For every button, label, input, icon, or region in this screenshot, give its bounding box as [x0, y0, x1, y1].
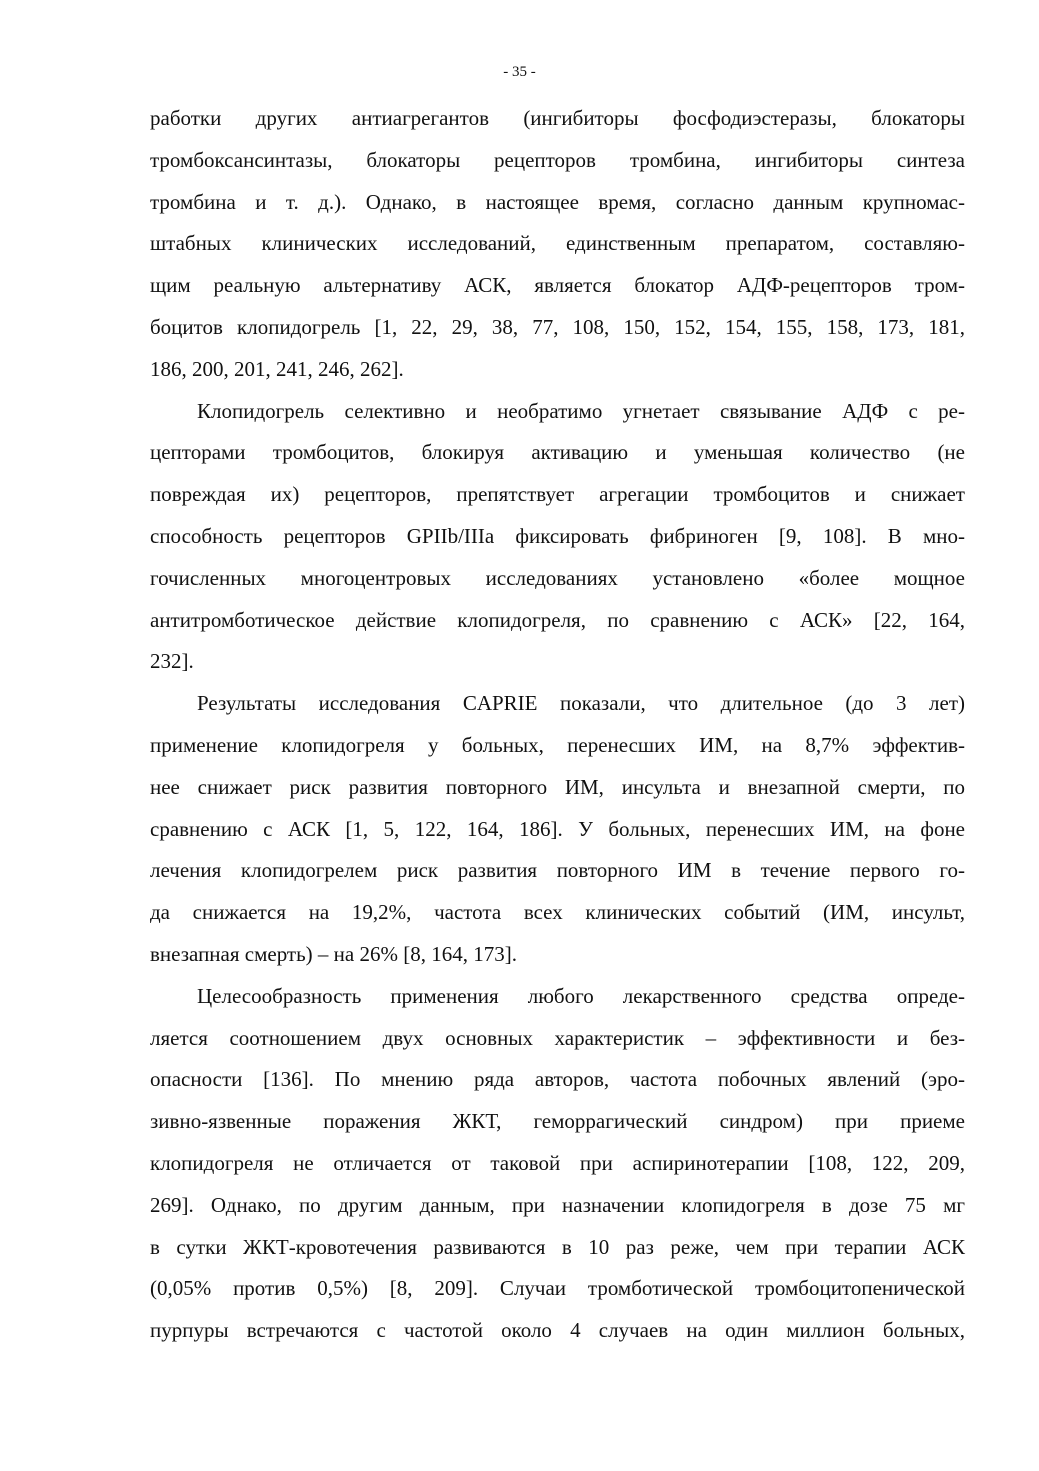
paragraph [150, 391, 965, 684]
text-line: тромбина и т. д.). Однако, в настоящее время, согласно данным крупномас- [150, 189, 965, 214]
text-line: применение клопидогреля у больных, перенесших ИМ, на 8,7% эффектив- [150, 732, 965, 757]
text-line: работки других антиагрегантов (ингибиторы фосфодиэстеразы, блокаторы [150, 106, 965, 130]
text-line: штабных клинических исследований, единственным препаратом, составляю- [150, 231, 965, 256]
text-line: щим реальную альтернативу АСК, является блокатор АДФ-рецепторов тром- [150, 273, 965, 298]
text-line: антитромботическое действие клопидогреля, по сравнению с АСК» [22, 164, [150, 607, 965, 632]
text-line: цепторами тромбоцитов, блокируя активацию и уменьшая количество (не [150, 440, 965, 465]
text-line: пурпуры встречаются с частотой около 4 случаев на один миллион больных, [150, 1318, 965, 1343]
page-number: - 35 - [503, 64, 536, 80]
text-line: боцитов клопидогрель [1, 22, 29, 38, 77, 108, 150, 152, 154, 155, 158, 173, 181, [150, 314, 965, 339]
text-line: клопидогреля не отличается от таковой при аспиринотерапии [108, 122, 209, [150, 1150, 965, 1175]
text-line: внезапная смерть) – на 26% [8, 164, 173]. [150, 941, 517, 966]
paragraph [150, 976, 965, 1352]
text-line: Результаты исследования CAPRIE показали, что длительное (до 3 лет) [197, 691, 965, 716]
text-line: 186, 200, 201, 241, 246, 262]. [150, 356, 404, 381]
document-body [150, 98, 965, 1352]
text-line: 269]. Однако, по другим данным, при назначении клопидогреля в дозе 75 мг [150, 1192, 965, 1217]
text-line: Клопидогрель селективно и необратимо угнетает связывание АДФ с ре- [197, 398, 965, 423]
text-line: гочисленных многоцентровых исследованиях установлено «более мощное [150, 565, 965, 590]
text-line: сравнению с АСК [1, 5, 122, 164, 186]. У больных, перенесших ИМ, на фоне [150, 816, 965, 841]
text-line: лечения клопидогрелем риск развития повторного ИМ в течение первого го- [150, 858, 965, 883]
text-line: 232]. [150, 649, 194, 674]
text-line: Целесообразность применения любого лекарственного средства опреде- [197, 983, 965, 1008]
text-line: (0,05% против 0,5%) [8, 209]. Случаи тромботической тромбоцитопенической [150, 1276, 965, 1301]
text-line: тромбоксансинтазы, блокаторы рецепторов тромбина, ингибиторы синтеза [150, 147, 965, 172]
paragraph [150, 98, 965, 391]
text-line: нее снижает риск развития повторного ИМ, инсульта и внезапной смерти, по [150, 774, 965, 799]
text-line: повреждая их) рецепторов, препятствует агрегации тромбоцитов и снижает [150, 482, 965, 507]
text-line: опасности [136]. По мнению ряда авторов, частота побочных явлений (эро- [150, 1067, 965, 1092]
text-line: в сутки ЖКТ-кровотечения развиваются в 10 раз реже, чем при терапии АСК [150, 1234, 965, 1259]
text-line: ляется соотношением двух основных характеристик – эффективности и без- [150, 1025, 965, 1050]
text-line: зивно-язвенные поражения ЖКТ, геморрагический синдром) при приеме [150, 1109, 965, 1134]
paragraph [150, 683, 965, 976]
text-line: да снижается на 19,2%, частота всех клинических событий (ИМ, инсульт, [150, 900, 965, 925]
text-line: способность рецепторов GPIIb/IIIa фиксировать фибриноген [9, 108]. В мно- [150, 523, 965, 548]
